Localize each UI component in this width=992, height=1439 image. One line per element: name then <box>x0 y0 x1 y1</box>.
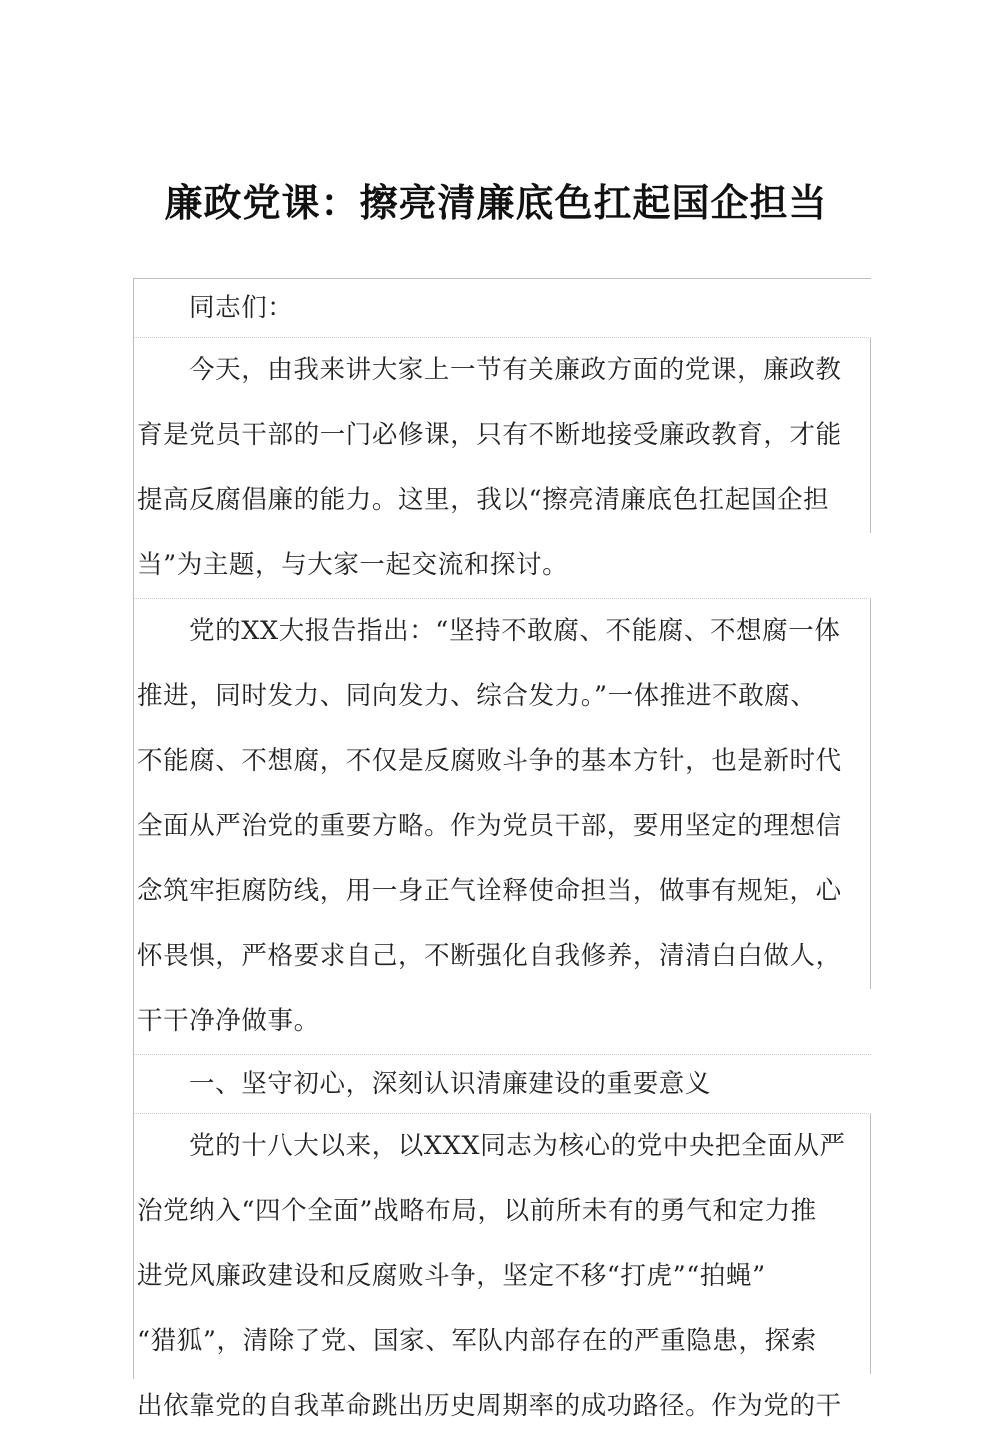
text-line: 党的十八大以来，以XXX同志为核心的党中央把全面从严 <box>134 1114 871 1179</box>
body-paragraph <box>134 599 871 1055</box>
text-line: “猎狐”，清除了党、国家、军队内部存在的严重隐患，探索 <box>134 1309 871 1374</box>
text-line: 全面从严治党的重要方略。作为党员干部，要用坚定的理想信 <box>134 794 871 859</box>
text-line: 党的XX大报告指出：“坚持不敢腐、不能腐、不想腐一体 <box>134 599 871 664</box>
body-paragraph <box>134 338 871 599</box>
text-line: 念筑牢拒腐防线，用一身正气诠释使命担当，做事有规矩，心 <box>134 859 871 924</box>
text-line: 育是党员干部的一门必修课，只有不断地接受廉政教育，才能 <box>134 403 871 468</box>
text-line: 怀畏惧，严格要求自己，不断强化自我修养，清清白白做人， <box>134 924 871 989</box>
text-line: 治党纳入“四个全面”战略布局，以前所未有的勇气和定力推 <box>134 1179 871 1244</box>
greeting <box>134 279 871 338</box>
text-line: 干干净净做事。 <box>137 1006 320 1036</box>
text-line: 提高反腐倡廉的能力。这里，我以“擦亮清廉底色扛起国企担 <box>134 468 871 533</box>
text-line: 不能腐、不想腐，不仅是反腐败斗争的基本方针，也是新时代 <box>134 729 871 794</box>
text-line: 当”为主题，与大家一起交流和探讨。 <box>137 550 569 580</box>
body-paragraph <box>134 1114 871 1439</box>
text-line: 同志们： <box>189 293 294 323</box>
text-line: 进党风廉政建设和反腐败斗争，坚定不移“打虎”“拍蝇” <box>134 1244 871 1309</box>
document-body <box>133 278 871 1421</box>
document-title: 廉政党课：擦亮清廉底色扛起国企担当 <box>164 180 828 225</box>
text-line: 推进，同时发力、同向发力、综合发力。”一体推进不敢腐、 <box>134 664 871 729</box>
section-heading <box>134 1055 871 1114</box>
text-line: 出依靠党的自我革命跳出历史周期率的成功路径。作为党的干 <box>137 1391 842 1421</box>
text-line: 一、坚守初心，深刻认识清廉建设的重要意义 <box>189 1069 712 1099</box>
text-line: 今天，由我来讲大家上一节有关廉政方面的党课，廉政教 <box>134 338 871 403</box>
